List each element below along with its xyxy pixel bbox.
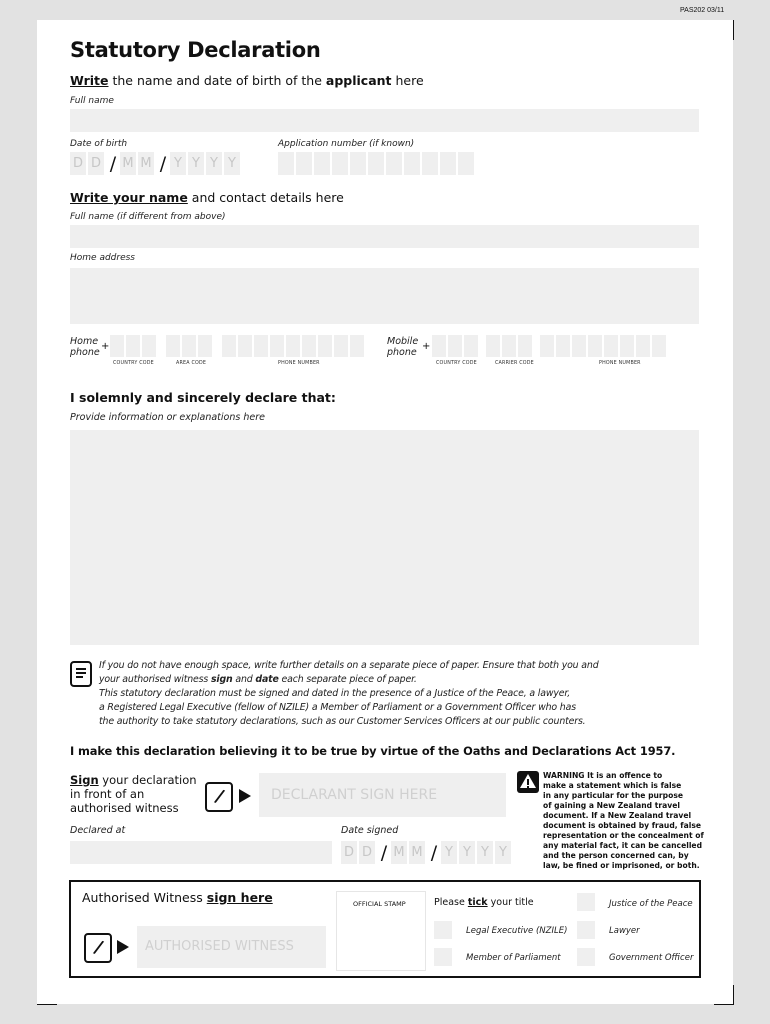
dob-cell[interactable]: Y [224,152,240,175]
provide-info-label: Provide information or explanations here [70,412,265,423]
date-separator: / [380,841,388,864]
dob-cell[interactable]: M [138,152,154,175]
phone-cell[interactable] [502,335,516,357]
phone-cell[interactable] [604,335,618,357]
warning-text: WARNING It is an offence to make a statement which is false in any particular for the purpose of gaining a New Zealand travel document. If a New Zealand travel document is obtained by fraud, false representation or the concealment of any material fact, it can be cancelled and the person concerned can, by law, be fined or imprisoned, or both. [543,771,704,870]
date-signed-label: Date signed [341,825,399,836]
phone-cell[interactable] [350,335,364,357]
dob-input[interactable] [70,152,242,175]
phone-cell[interactable] [556,335,570,357]
dob-label: Date of birth [70,139,128,149]
app-number-cell[interactable] [314,152,330,175]
home-area-code-caption: AREA CODE [176,361,207,366]
mobile-country-code-caption: COUNTRY CODE [436,361,477,366]
phone-cell[interactable] [254,335,268,357]
applicant-full-name-label: Full name [70,96,114,106]
declaration-heading: I solemnly and sincerely declare that: [70,390,336,405]
option-justice-of-the-peace: Justice of the Peace [609,899,693,909]
app-number-cell[interactable] [296,152,312,175]
date-separator: / [159,152,167,175]
dob-cell[interactable]: Y [188,152,204,175]
mobile-phone-number-caption: PHONE NUMBER [599,361,641,366]
phone-cell[interactable] [432,335,446,357]
applicant-full-name-input[interactable] [70,109,699,132]
date-cell[interactable]: Y [477,841,493,864]
witness-signature-field[interactable] [137,926,326,968]
home-phone-label: Home phone [70,336,100,358]
your-full-name-label: Full name (if different from above) [70,212,226,222]
phone-cell[interactable] [620,335,634,357]
phone-cell[interactable] [572,335,586,357]
witness-signature-placeholder: AUTHORISED WITNESS [145,939,294,954]
declaration-textarea[interactable] [70,430,699,645]
date-cell[interactable]: M [391,841,407,864]
home-phone-plus: + [101,341,110,352]
dob-cell[interactable]: Y [170,152,186,175]
official-stamp-label: OFFICIAL STAMP [353,900,406,908]
dob-cell[interactable]: Y [206,152,222,175]
mobile-phone-plus: + [422,341,431,352]
date-cell[interactable]: D [341,841,357,864]
phone-cell[interactable] [182,335,196,357]
phone-cell[interactable] [448,335,462,357]
your-details-instruction: Write your name and contact details here [70,190,344,205]
phone-cell[interactable] [636,335,650,357]
phone-cell[interactable] [318,335,332,357]
applicant-instruction: Write the name and date of birth of the applicant here [70,73,424,88]
home-phone-input[interactable] [110,335,366,357]
mobile-carrier-code-caption: CARRIER CODE [495,361,534,366]
write-word: Write [70,73,109,88]
your-full-name-input[interactable] [70,225,699,248]
checkbox-lawyer[interactable] [577,921,595,939]
app-number-cell[interactable] [386,152,402,175]
phone-cell[interactable] [334,335,348,357]
home-phone-number-caption: PHONE NUMBER [278,361,320,366]
arrow-right-icon [117,940,129,954]
checkbox-member-of-parliament[interactable] [434,948,452,966]
belief-statement: I make this declaration believing it to be true by virtue of the Oaths and Declarations Act 1957. [70,744,676,758]
phone-cell[interactable] [126,335,140,357]
dob-cell[interactable]: M [120,152,136,175]
declarant-signature-field[interactable] [259,773,506,817]
arrow-right-icon [239,789,251,803]
phone-cell[interactable] [270,335,284,357]
declared-at-input[interactable] [70,841,332,864]
application-number-input[interactable] [278,152,476,175]
checkbox-justice-of-the-peace[interactable] [577,893,595,911]
tick-title-instruction: Please tick your title [434,897,534,908]
date-separator: / [109,152,117,175]
app-number-cell[interactable] [422,152,438,175]
home-country-code-caption: COUNTRY CODE [113,361,154,366]
phone-cell[interactable] [486,335,500,357]
phone-cell[interactable] [518,335,532,357]
sign-instruction: Sign your declaration in front of an authorised witness [70,773,197,815]
app-number-cell[interactable] [458,152,474,175]
phone-cell[interactable] [238,335,252,357]
checkbox-government-officer[interactable] [577,948,595,966]
declared-at-label: Declared at [70,825,126,836]
pen-icon: / [205,782,233,812]
option-legal-executive: Legal Executive (NZILE) [466,926,568,936]
home-address-label: Home address [70,253,135,263]
phone-cell[interactable] [540,335,554,357]
app-number-cell[interactable] [278,152,294,175]
dob-cell[interactable]: D [88,152,104,175]
date-cell[interactable]: M [409,841,425,864]
declarant-signature-placeholder: DECLARANT SIGN HERE [271,787,438,803]
phone-cell[interactable] [464,335,478,357]
date-cell[interactable]: Y [459,841,475,864]
application-number-label: Application number (if known) [278,139,415,149]
date-cell[interactable]: Y [441,841,457,864]
app-number-cell[interactable] [350,152,366,175]
option-lawyer: Lawyer [609,926,640,936]
phone-cell[interactable] [652,335,666,357]
date-separator: / [430,841,438,864]
phone-cell[interactable] [222,335,236,357]
date-signed-input[interactable] [341,841,513,864]
date-cell[interactable]: Y [495,841,511,864]
official-stamp-box [336,891,426,971]
phone-cell[interactable] [286,335,300,357]
mobile-phone-label: Mobile phone [387,336,419,358]
warning-icon [517,771,539,793]
app-number-cell[interactable] [440,152,456,175]
app-number-cell[interactable] [404,152,420,175]
checkbox-legal-executive[interactable] [434,921,452,939]
date-cell[interactable]: D [359,841,375,864]
app-number-cell[interactable] [368,152,384,175]
option-government-officer: Government Officer [609,953,694,963]
phone-cell[interactable] [166,335,180,357]
phone-cell[interactable] [142,335,156,357]
app-number-cell[interactable] [332,152,348,175]
phone-cell[interactable] [302,335,316,357]
phone-cell[interactable] [110,335,124,357]
page-title: Statutory Declaration [70,38,321,62]
witness-heading: Authorised Witness sign here [82,890,273,905]
pen-icon: / [84,933,112,963]
note-icon [70,661,92,687]
phone-cell[interactable] [198,335,212,357]
note-text: If you do not have enough space, write further details on a separate piece of paper. Ensure that both you and your authorised witness sign and date each separate piece of paper. This statutory declaration must be signed and dated in the presence of a Justice of the Peace, a lawyer, a Registered Legal Executive (fellow of NZILE) a Member of Parliament or a Government Officer who has the authority to take statutory declarations, such as our Customer Services Officers at our public counters. [99,660,599,727]
home-address-input[interactable] [70,268,699,324]
mobile-phone-input[interactable] [432,335,668,357]
phone-cell[interactable] [588,335,602,357]
option-member-of-parliament: Member of Parliament [466,953,561,963]
form-code: PAS202 03/11 [680,7,725,14]
dob-cell[interactable]: D [70,152,86,175]
